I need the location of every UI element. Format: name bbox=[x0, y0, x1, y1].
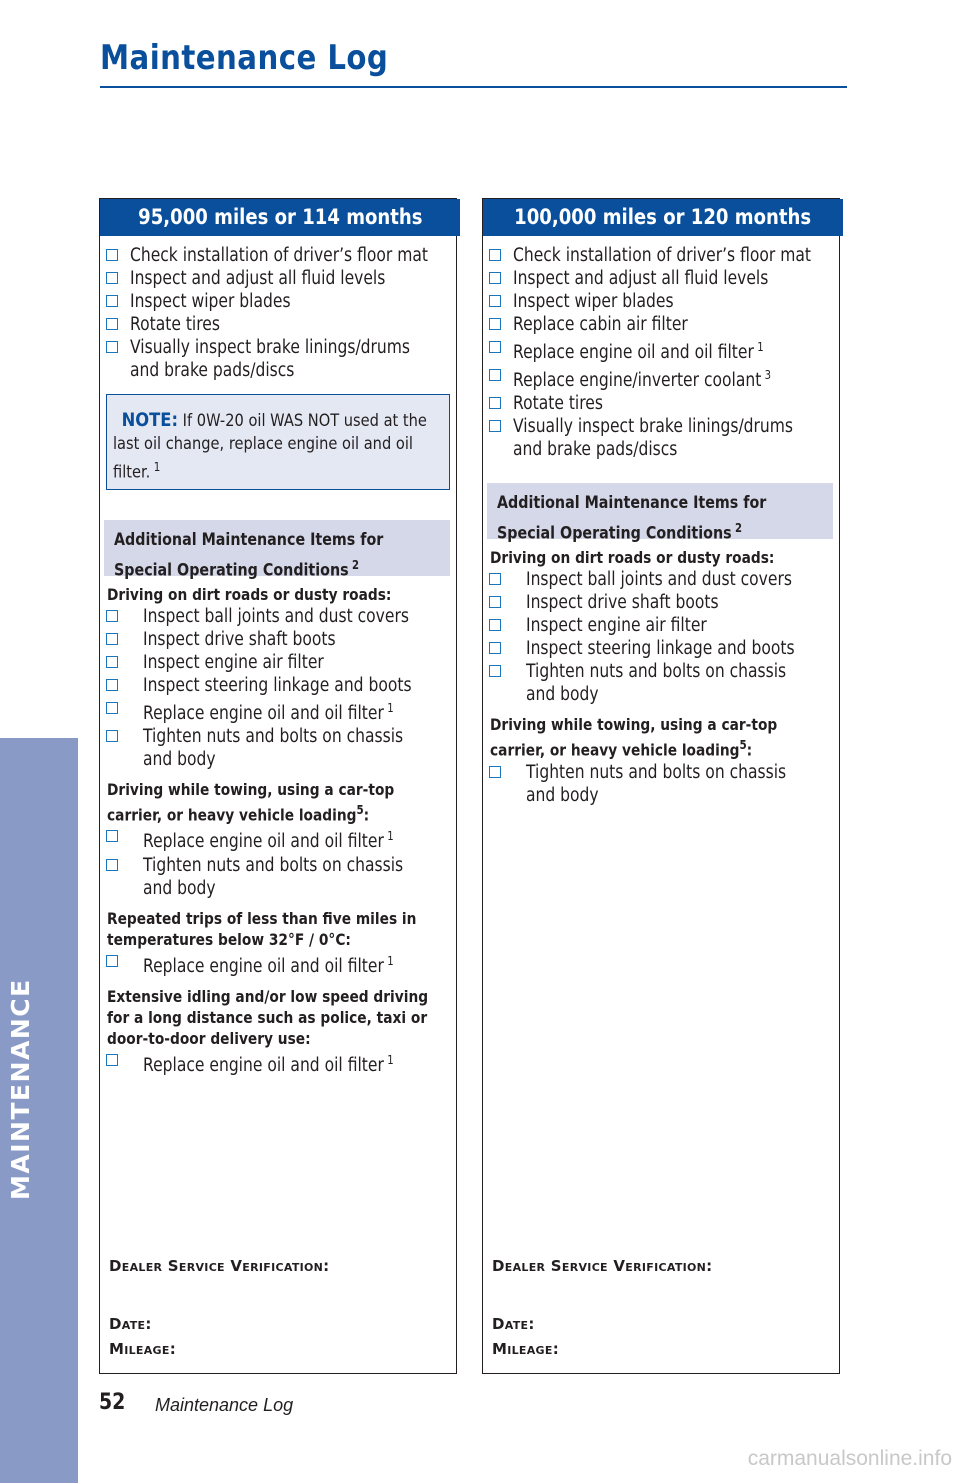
page-title: Maintenance Log bbox=[100, 38, 389, 78]
checklist-item bbox=[106, 313, 456, 336]
checkbox[interactable] bbox=[489, 249, 501, 261]
checklist-item bbox=[106, 825, 456, 853]
checklist-item bbox=[489, 313, 839, 336]
checklist-item bbox=[106, 290, 456, 313]
checklist-item bbox=[489, 244, 839, 267]
checklist-item bbox=[106, 605, 456, 628]
checklist-item bbox=[489, 290, 839, 313]
page-number: 52 bbox=[99, 1390, 126, 1415]
item-text: Inspect wiper blades bbox=[513, 291, 674, 312]
condition-checklist bbox=[483, 568, 839, 706]
condition-heading: Driving while towing, using a car-top carrier, or heavy vehicle loading$^5$: bbox=[490, 715, 778, 760]
footnote-ref: 1 bbox=[757, 340, 764, 354]
checklist-item bbox=[489, 761, 839, 807]
left-conditions bbox=[100, 584, 456, 1077]
watermark: carmanualsonline.info bbox=[747, 1447, 952, 1470]
checklist-item bbox=[106, 725, 456, 771]
checklist-item bbox=[489, 614, 839, 637]
checklist-item bbox=[489, 637, 839, 660]
item-text: Inspect drive shaft boots bbox=[143, 629, 336, 650]
additional-sup: 2 bbox=[351, 558, 360, 572]
condition-heading: Extensive idling and/or low speed driving for a long distance such as police, taxi or door-to-door delivery use: bbox=[107, 986, 429, 1048]
item-text: Inspect ball joints and dust covers bbox=[143, 606, 409, 627]
condition-checklist bbox=[100, 825, 456, 899]
item-text: Rotate tires bbox=[130, 314, 220, 335]
checkbox[interactable] bbox=[106, 272, 118, 284]
checkbox[interactable] bbox=[489, 573, 501, 585]
item-text: Inspect wiper blades bbox=[130, 291, 291, 312]
checkbox[interactable] bbox=[489, 596, 501, 608]
dealer-verification-label: Dealer Service Verification: bbox=[492, 1257, 713, 1275]
left-column-header: 95,000 miles or 114 months bbox=[100, 199, 460, 236]
item-text: Visually inspect brake linings/drums bbox=[130, 337, 411, 358]
condition-heading: Driving while towing, using a car-top carrier, or heavy vehicle loading$^5$: bbox=[107, 780, 395, 825]
right-checklist bbox=[483, 244, 839, 461]
item-text: Replace cabin air filter bbox=[513, 314, 688, 335]
item-text-continued: and body bbox=[526, 684, 599, 706]
checkbox[interactable] bbox=[489, 341, 501, 353]
additional-title: Additional Maintenance Items for bbox=[497, 493, 767, 514]
item-text: Inspect steering linkage and boots bbox=[143, 675, 412, 696]
checkbox[interactable] bbox=[106, 633, 118, 645]
checkbox[interactable] bbox=[489, 665, 501, 677]
item-text-continued: and body bbox=[143, 749, 216, 771]
item-text: Inspect drive shaft boots bbox=[526, 592, 719, 614]
checklist-item bbox=[489, 267, 839, 290]
left-column bbox=[99, 198, 457, 1374]
checkbox[interactable] bbox=[106, 1054, 118, 1066]
checklist-item bbox=[106, 244, 456, 267]
condition-checklist bbox=[483, 761, 839, 807]
checklist-item bbox=[106, 267, 456, 290]
right-column bbox=[482, 198, 840, 1374]
right-conditions bbox=[483, 547, 839, 806]
item-text: Replace engine oil and oil filter $^1$ bbox=[143, 953, 394, 977]
checklist-item bbox=[489, 568, 839, 591]
checklist-item bbox=[489, 364, 839, 392]
item-text-continued: and body bbox=[143, 877, 216, 899]
title-rule bbox=[100, 86, 847, 88]
note-text: If 0W-20 oil WAS NOT used at the last oil change, replace engine oil and oil filter. bbox=[113, 411, 427, 483]
condition-checklist bbox=[100, 605, 456, 771]
checkbox[interactable] bbox=[489, 272, 501, 284]
checkbox[interactable] bbox=[106, 859, 118, 871]
date-label: Date: bbox=[492, 1315, 535, 1333]
checkbox[interactable] bbox=[489, 619, 501, 631]
footnote-ref: 3 bbox=[764, 368, 772, 383]
item-text: Rotate tires bbox=[513, 393, 603, 415]
checklist-item bbox=[489, 660, 839, 706]
item-text: Inspect steering linkage and boots bbox=[526, 638, 795, 660]
checkbox[interactable] bbox=[106, 955, 118, 967]
item-text: Inspect and adjust all fluid levels bbox=[130, 268, 386, 289]
mileage-label: Mileage: bbox=[109, 1340, 176, 1358]
checklist-item bbox=[106, 1049, 456, 1077]
side-tab-label: MAINTENANCE bbox=[6, 978, 35, 1200]
condition-heading: Driving on dirt roads or dusty roads: bbox=[107, 585, 392, 604]
item-text-continued: and brake pads/discs bbox=[513, 439, 678, 461]
checkbox[interactable] bbox=[489, 295, 501, 307]
mileage-label: Mileage: bbox=[492, 1340, 559, 1358]
checkbox[interactable] bbox=[106, 830, 118, 842]
checkbox[interactable] bbox=[489, 420, 501, 432]
item-text: Inspect and adjust all fluid levels bbox=[513, 268, 769, 289]
condition-heading: Driving on dirt roads or dusty roads: bbox=[490, 548, 775, 568]
item-text: Replace engine/inverter coolant $^3$ bbox=[513, 368, 772, 392]
item-text: Replace engine oil and oil filter $^1$ bbox=[143, 1052, 394, 1076]
checkbox[interactable] bbox=[489, 642, 501, 654]
checkbox[interactable] bbox=[106, 341, 118, 353]
dealer-verification-label: Dealer Service Verification: bbox=[109, 1257, 330, 1275]
item-text: Tighten nuts and bolts on chassis bbox=[526, 661, 787, 683]
checklist-item bbox=[106, 628, 456, 651]
item-text: Replace engine oil and oil filter $^1$ bbox=[513, 340, 764, 364]
checklist-item bbox=[106, 950, 456, 978]
footnote-ref: 1 bbox=[387, 829, 394, 844]
date-label: Date: bbox=[109, 1315, 152, 1333]
checklist-item bbox=[106, 697, 456, 725]
checkbox[interactable] bbox=[106, 702, 118, 714]
checkbox[interactable] bbox=[489, 766, 501, 778]
checkbox[interactable] bbox=[106, 318, 118, 330]
item-text-continued: and body bbox=[526, 784, 599, 806]
checkbox[interactable] bbox=[106, 295, 118, 307]
footnote-ref: 1 bbox=[387, 701, 394, 715]
footnote-ref: 1 bbox=[387, 1052, 394, 1067]
additional-title: Additional Maintenance Items for bbox=[114, 530, 384, 550]
left-checklist bbox=[100, 244, 456, 382]
item-text: Inspect engine air filter bbox=[143, 652, 324, 673]
checkbox[interactable] bbox=[106, 610, 118, 622]
item-text-continued: and brake pads/discs bbox=[130, 360, 295, 381]
item-text: Inspect ball joints and dust covers bbox=[526, 569, 792, 591]
footnote-ref: 1 bbox=[387, 953, 394, 968]
checklist-item bbox=[489, 392, 839, 415]
checkbox[interactable] bbox=[489, 397, 501, 409]
item-text: Check installation of driver’s floor mat bbox=[130, 245, 428, 266]
checklist-item bbox=[489, 591, 839, 614]
item-text: Tighten nuts and bolts on chassis bbox=[526, 761, 787, 783]
additional-items-box bbox=[104, 520, 450, 581]
item-text: Inspect engine air filter bbox=[526, 615, 707, 637]
checklist-item bbox=[106, 651, 456, 674]
note-label: NOTE: bbox=[121, 409, 179, 431]
condition-checklist bbox=[100, 1049, 456, 1077]
checkbox[interactable] bbox=[106, 730, 118, 742]
note-sup: 1 bbox=[153, 460, 161, 474]
item-text: Check installation of driver’s floor mat bbox=[513, 245, 811, 266]
checkbox[interactable] bbox=[489, 369, 501, 381]
checkbox[interactable] bbox=[106, 656, 118, 668]
additional-items-box bbox=[487, 483, 833, 544]
checklist-item bbox=[489, 336, 839, 364]
item-text: Tighten nuts and bolts on chassis bbox=[143, 854, 404, 876]
checklist-item bbox=[489, 415, 839, 461]
checkbox[interactable] bbox=[106, 679, 118, 691]
note-box bbox=[106, 394, 450, 490]
additional-title2: Special Operating Conditions bbox=[114, 560, 349, 581]
item-text: Replace engine oil and oil filter $^1$ bbox=[143, 701, 394, 725]
item-text: Tighten nuts and bolts on chassis bbox=[143, 726, 404, 748]
item-text: Visually inspect brake linings/drums bbox=[513, 416, 794, 438]
additional-sup: 2 bbox=[734, 521, 743, 536]
checklist-item bbox=[106, 854, 456, 900]
right-column-header: 100,000 miles or 120 months bbox=[483, 199, 843, 236]
condition-heading: Repeated trips of less than five miles in temperatures below 32°F / 0°C: bbox=[107, 908, 417, 949]
checklist-item bbox=[106, 336, 456, 382]
footer-label: Maintenance Log bbox=[155, 1395, 294, 1415]
condition-checklist bbox=[100, 950, 456, 978]
additional-title2: Special Operating Conditions bbox=[497, 523, 732, 544]
footnote-ref: 5 bbox=[739, 738, 747, 753]
footnote-ref: 5 bbox=[356, 803, 364, 818]
item-text: Replace engine oil and oil filter $^1$ bbox=[143, 829, 394, 853]
checklist-item bbox=[106, 674, 456, 697]
checkbox[interactable] bbox=[106, 249, 118, 261]
checkbox[interactable] bbox=[489, 318, 501, 330]
